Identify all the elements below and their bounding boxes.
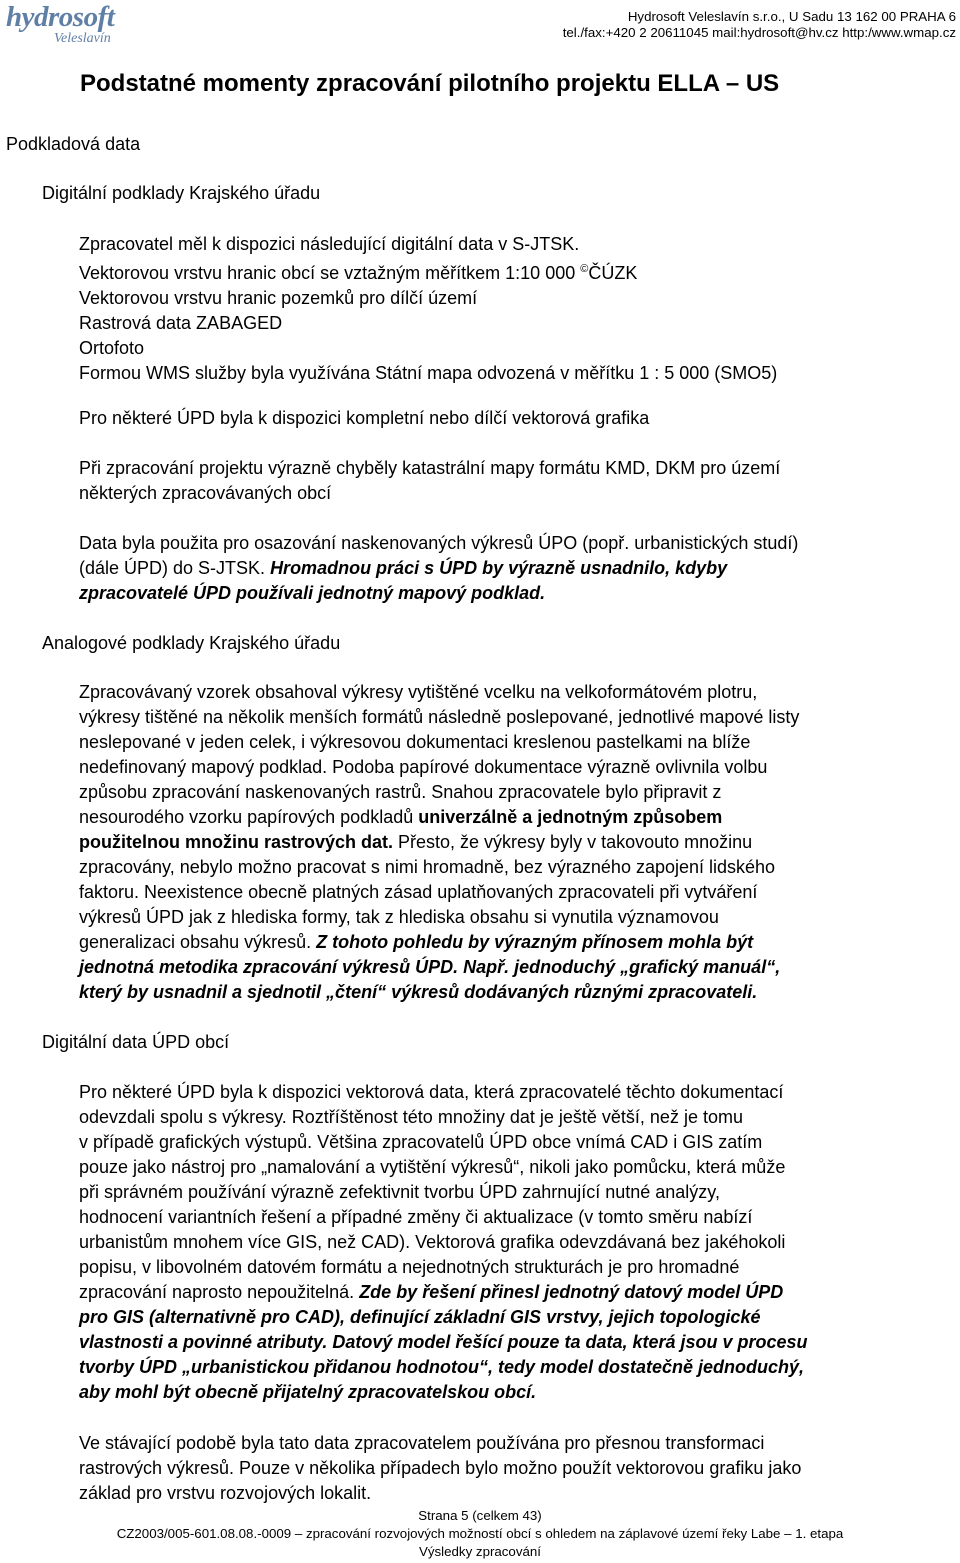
subsection-heading-analogove-podklady: Analogové podklady Krajského úřadu <box>42 633 341 653</box>
subsection-heading-digitalni-data-upd: Digitální data ÚPD obcí <box>42 1032 230 1052</box>
list-item: Rastrová data ZABAGED <box>79 313 283 333</box>
list-item: Vektorovou vrstvu hranic pozemků pro dílčí území <box>79 288 478 308</box>
paragraph-katastralni-mapy: Při zpracování projektu výrazně chyběly katastrální mapy formátu KMD, DKM pro území některých zpracovávaných obcí <box>79 458 781 503</box>
copyright-symbol: © <box>580 263 589 275</box>
paragraph-transformace: Ve stávající podobě byla tato data zpracovatelem používána pro přesnou transformaci rastrových výkresů. Pouze v několika případech bylo možno použít vektorovou grafiku jako základ pro vrstvu rozvojových lokalit. <box>79 1433 802 1503</box>
footer-project: CZ2003/005-601.08.08.-0009 – zpracování rozvojových možností obcí s ohledem na záplavové území řeky Labe – 1. etapa <box>116 1526 844 1541</box>
emphasis-text: Z tohoto pohledu by výrazným přínosem mohla být <box>316 932 754 952</box>
header-address: Hydrosoft Veleslavín s.r.o., U Sadu 13 162 00 PRAHA 6 <box>627 9 956 24</box>
list-item: Formou WMS služby byla využívána Státní mapa odvozená v měřítku 1 : 5 000 (SMO5) <box>79 363 778 383</box>
list-item: Zpracovatel měl k dispozici následující digitální data v S-JTSK. <box>79 234 580 254</box>
page-header <box>563 9 956 41</box>
emphasis-text: tvorby ÚPD „urbanistickou přidanou hodnotou“, tedy model dostatečně jednoduchý, <box>79 1357 805 1377</box>
section-heading-podkladova-data: Podkladová data <box>6 134 141 154</box>
emphasis-text: Hromadnou práci s ÚPD by výrazně usnadnilo, kdyby <box>270 558 728 578</box>
header-contact: tel./fax:+420 2 20611045 mail:hydrosoft@hv.cz http:/www.wmap.cz <box>562 25 956 40</box>
emphasis-text: univerzálně a jednotným způsobem <box>418 807 723 827</box>
emphasis-text: Zde by řešení přinesl jednotný datový model ÚPD <box>359 1282 784 1302</box>
emphasis-text: vlastnosti a povinné atributy. Datový model řešící pouze ta data, která jsou v procesu <box>79 1332 808 1352</box>
paragraph-osazovani: Data byla použita pro osazování naskenovaných výkresů ÚPO (popř. urbanistických studí) (dále ÚPD) do S-JTSK. Hromadnou práci s ÚPD by výrazně usnadnilo, kdyby zpracovatelé ÚPD používali jednotný mapový podklad. <box>79 531 798 606</box>
paragraph-analogove: Zpracovávaný vzorek obsahoval výkresy vytištěné vcelku na velkoformátovém plotru, výkresy tištěné na několik menších formátů následně poslepované, jednotlivé mapové listy neslepované v jeden celek, i výkresovou dokumentaci kreslenou pastelkami na blíže nedefinovaný mapový podklad. Podoba papírové dokumentace výrazně ovlivnila volbu způsobu zpracování naskenovaných rastrů. Snahou zpracovatele bylo připravit z nesourodého vzorku papírových podkladů univerzálně a jednotným způsobem použitelnou množinu rastrových dat. Přesto, že výkresy byly v takovouto množinu zpracovány, nebylo možno pracovat s nimi hromadně, bez výrazného zapojení lidského faktoru. Neexistence obecně platných zásad uplatňovaných zpracovateli při vytváření výkresů ÚPD jak z hlediska formy, tak z hlediska obsahu si vynutila významovou generalizaci obsahu výkresů. Z tohoto pohledu by výrazným přínosem mohla být jednotná metodika zpracování výkresů ÚPD. Např. jednoduchý „grafický manuál“, který by usnadnil a sjednotil „čtení“ výkresů dodávaných různými zpracovateli. <box>79 680 799 1005</box>
data-list <box>79 232 777 386</box>
paragraph-vektorova-data: Pro některé ÚPD byla k dispozici vektorová data, která zpracovatelé těchto dokumentací odevzdali spolu s výkresy. Roztříštěnost této množiny dat je ještě větší, než je tomu v případě grafických výstupů. Většina zpracovatelů ÚPD obce vnímá CAD i GIS zatím pouze jako nástroj pro „namalování a vytištění výkresů“, nikoli jako pomůcku, která může při správném používání výrazně zefektivnit tvorbu ÚPD zahrnující nutné analýzy, hodnocení variantních řešení a případné změny či aktualizace (v tomto směru nabízí urbanistům mnohem více GIS, než CAD). Vektorová grafika odevzdávaná bez jakéhokoli popisu, v libovolném datovém formátu a nejednotných strukturách je pro hromadné zpracování naprosto nepoužitelná. Zde by řešení přinesl jednotný datový model ÚPD pro GIS (alternativně pro CAD), definující základní GIS vrstvy, jejich topologické vlastnosti a povinné atributy. Datový model řešící pouze ta data, která jsou v procesu tvorby ÚPD „urbanistickou přidanou hodnotou“, tedy model dostatečně jednoduchý, aby mohl být obecně přijatelný zpracovatelskou obcí. <box>79 1080 808 1405</box>
footer-section: Výsledky zpracování <box>419 1544 541 1559</box>
subsection-heading-digitalni-podklady: Digitální podklady Krajského úřadu <box>42 183 321 203</box>
emphasis-text: použitelnou množinu rastrových dat. <box>79 832 394 852</box>
list-item: Vektorovou vrstvu hranic obcí se vztažným měřítkem 1:10 000 ©ČÚZK <box>79 263 638 283</box>
paragraph-upd-vektor: Pro některé ÚPD byla k dispozici kompletní nebo dílčí vektorová grafika <box>79 408 650 428</box>
document-title: Podstatné momenty zpracování pilotního projektu ELLA – US <box>80 70 780 97</box>
emphasis-text: pro GIS (alternativně pro CAD), definující základní GIS vrstvy, jejich topologické <box>79 1307 761 1327</box>
list-item: Ortofoto <box>79 338 145 358</box>
logo-text: hydrosoft <box>6 1 115 33</box>
emphasis-text: jednotná metodika zpracování výkresů ÚPD. Např. jednoduchý „grafický manuál“, <box>79 957 781 977</box>
emphasis-text: aby mohl být obecně přijatelný zpracovatelskou obcí. <box>79 1382 537 1402</box>
page-number: Strana 5 (celkem 43) <box>418 1508 542 1523</box>
logo-subtext: Veleslavín <box>54 31 111 46</box>
company-logo <box>6 2 116 46</box>
emphasis-text: zpracovatelé ÚPD používali jednotný mapový podklad. <box>79 583 546 603</box>
emphasis-text: který by usnadnil a sjednotil „čtení“ výkresů dodávaných různými zpracovateli. <box>79 982 758 1002</box>
